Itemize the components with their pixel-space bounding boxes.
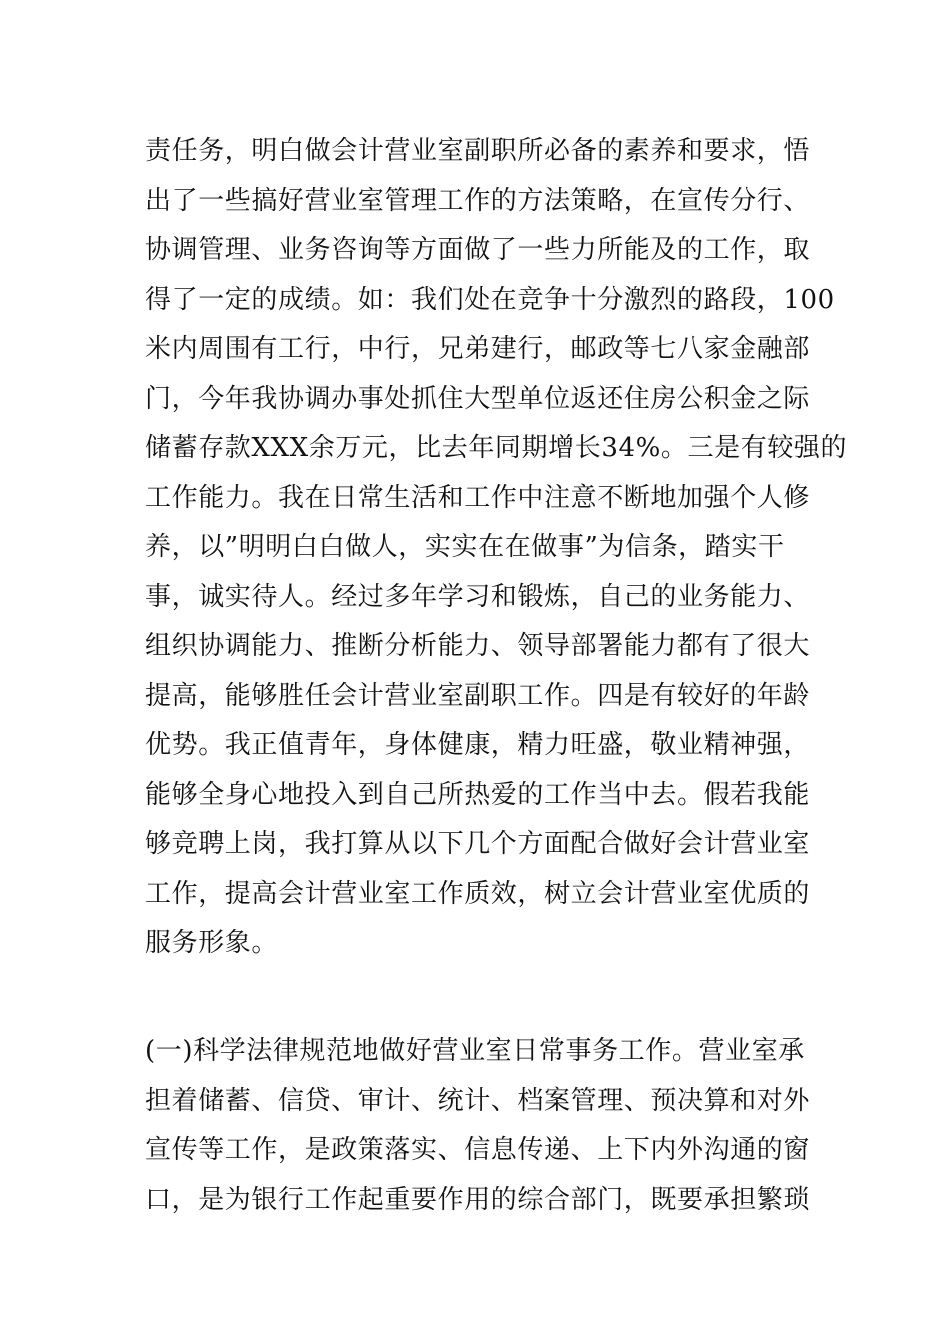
- text-line: 门，今年我协调办事处抓住大型单位返还住房公积金之际: [145, 384, 811, 414]
- text-line: 米内周围有工行，中行，兄弟建行，邮政等七八家金融部: [145, 334, 811, 364]
- text-line: 能够全身心地投入到自己所热爱的工作当中去。假若我能: [145, 780, 811, 810]
- text-line: 事，诚实待人。经过多年学习和锻炼，自己的业务能力、: [145, 582, 811, 612]
- text-line: 协调管理、业务咨询等方面做了一些力所能及的工作，取: [145, 235, 811, 265]
- text-line: 优势。我正值青年，身体健康，精力旺盛，敬业精神强，: [145, 730, 811, 760]
- text-line: 提高，能够胜任会计营业室副职工作。四是有较好的年龄: [145, 681, 811, 711]
- text-line: 够竞聘上岗，我打算从以下几个方面配合做好会计营业室: [145, 829, 811, 859]
- text-line: 担着储蓄、信贷、审计、统计、档案管理、预决算和对外: [145, 1086, 811, 1116]
- text-line: 责任务，明白做会计营业室副职所必备的素养和要求，悟: [145, 136, 811, 166]
- text-line: 工作能力。我在日常生活和工作中注意不断地加强个人修: [145, 483, 811, 513]
- text-line: 储蓄存款XXX余万元，比去年同期增长34%。三是有较强的: [145, 433, 848, 463]
- text-line: 得了一定的成绩。如：我们处在竞争十分激烈的路段，100: [145, 285, 835, 315]
- text-line: (一)科学法律规范地做好营业室日常事务工作。营业室承: [145, 1036, 805, 1066]
- text-line: 服务形象。: [145, 928, 279, 958]
- text-line: 组织协调能力、推断分析能力、领导部署能力都有了很大: [145, 631, 811, 661]
- text-line: 口，是为银行工作起重要作用的综合部门，既要承担繁琐: [145, 1185, 811, 1215]
- text-line: 养，以”明明白白做人，实实在在做事”为信条，踏实干: [145, 532, 785, 562]
- text-line: 工作，提高会计营业室工作质效，树立会计营业室优质的: [145, 879, 811, 909]
- text-line: 宣传等工作，是政策落实、信息传递、上下内外沟通的窗: [145, 1135, 811, 1165]
- text-line: 出了一些搞好营业室管理工作的方法策略，在宣传分行、: [145, 186, 811, 216]
